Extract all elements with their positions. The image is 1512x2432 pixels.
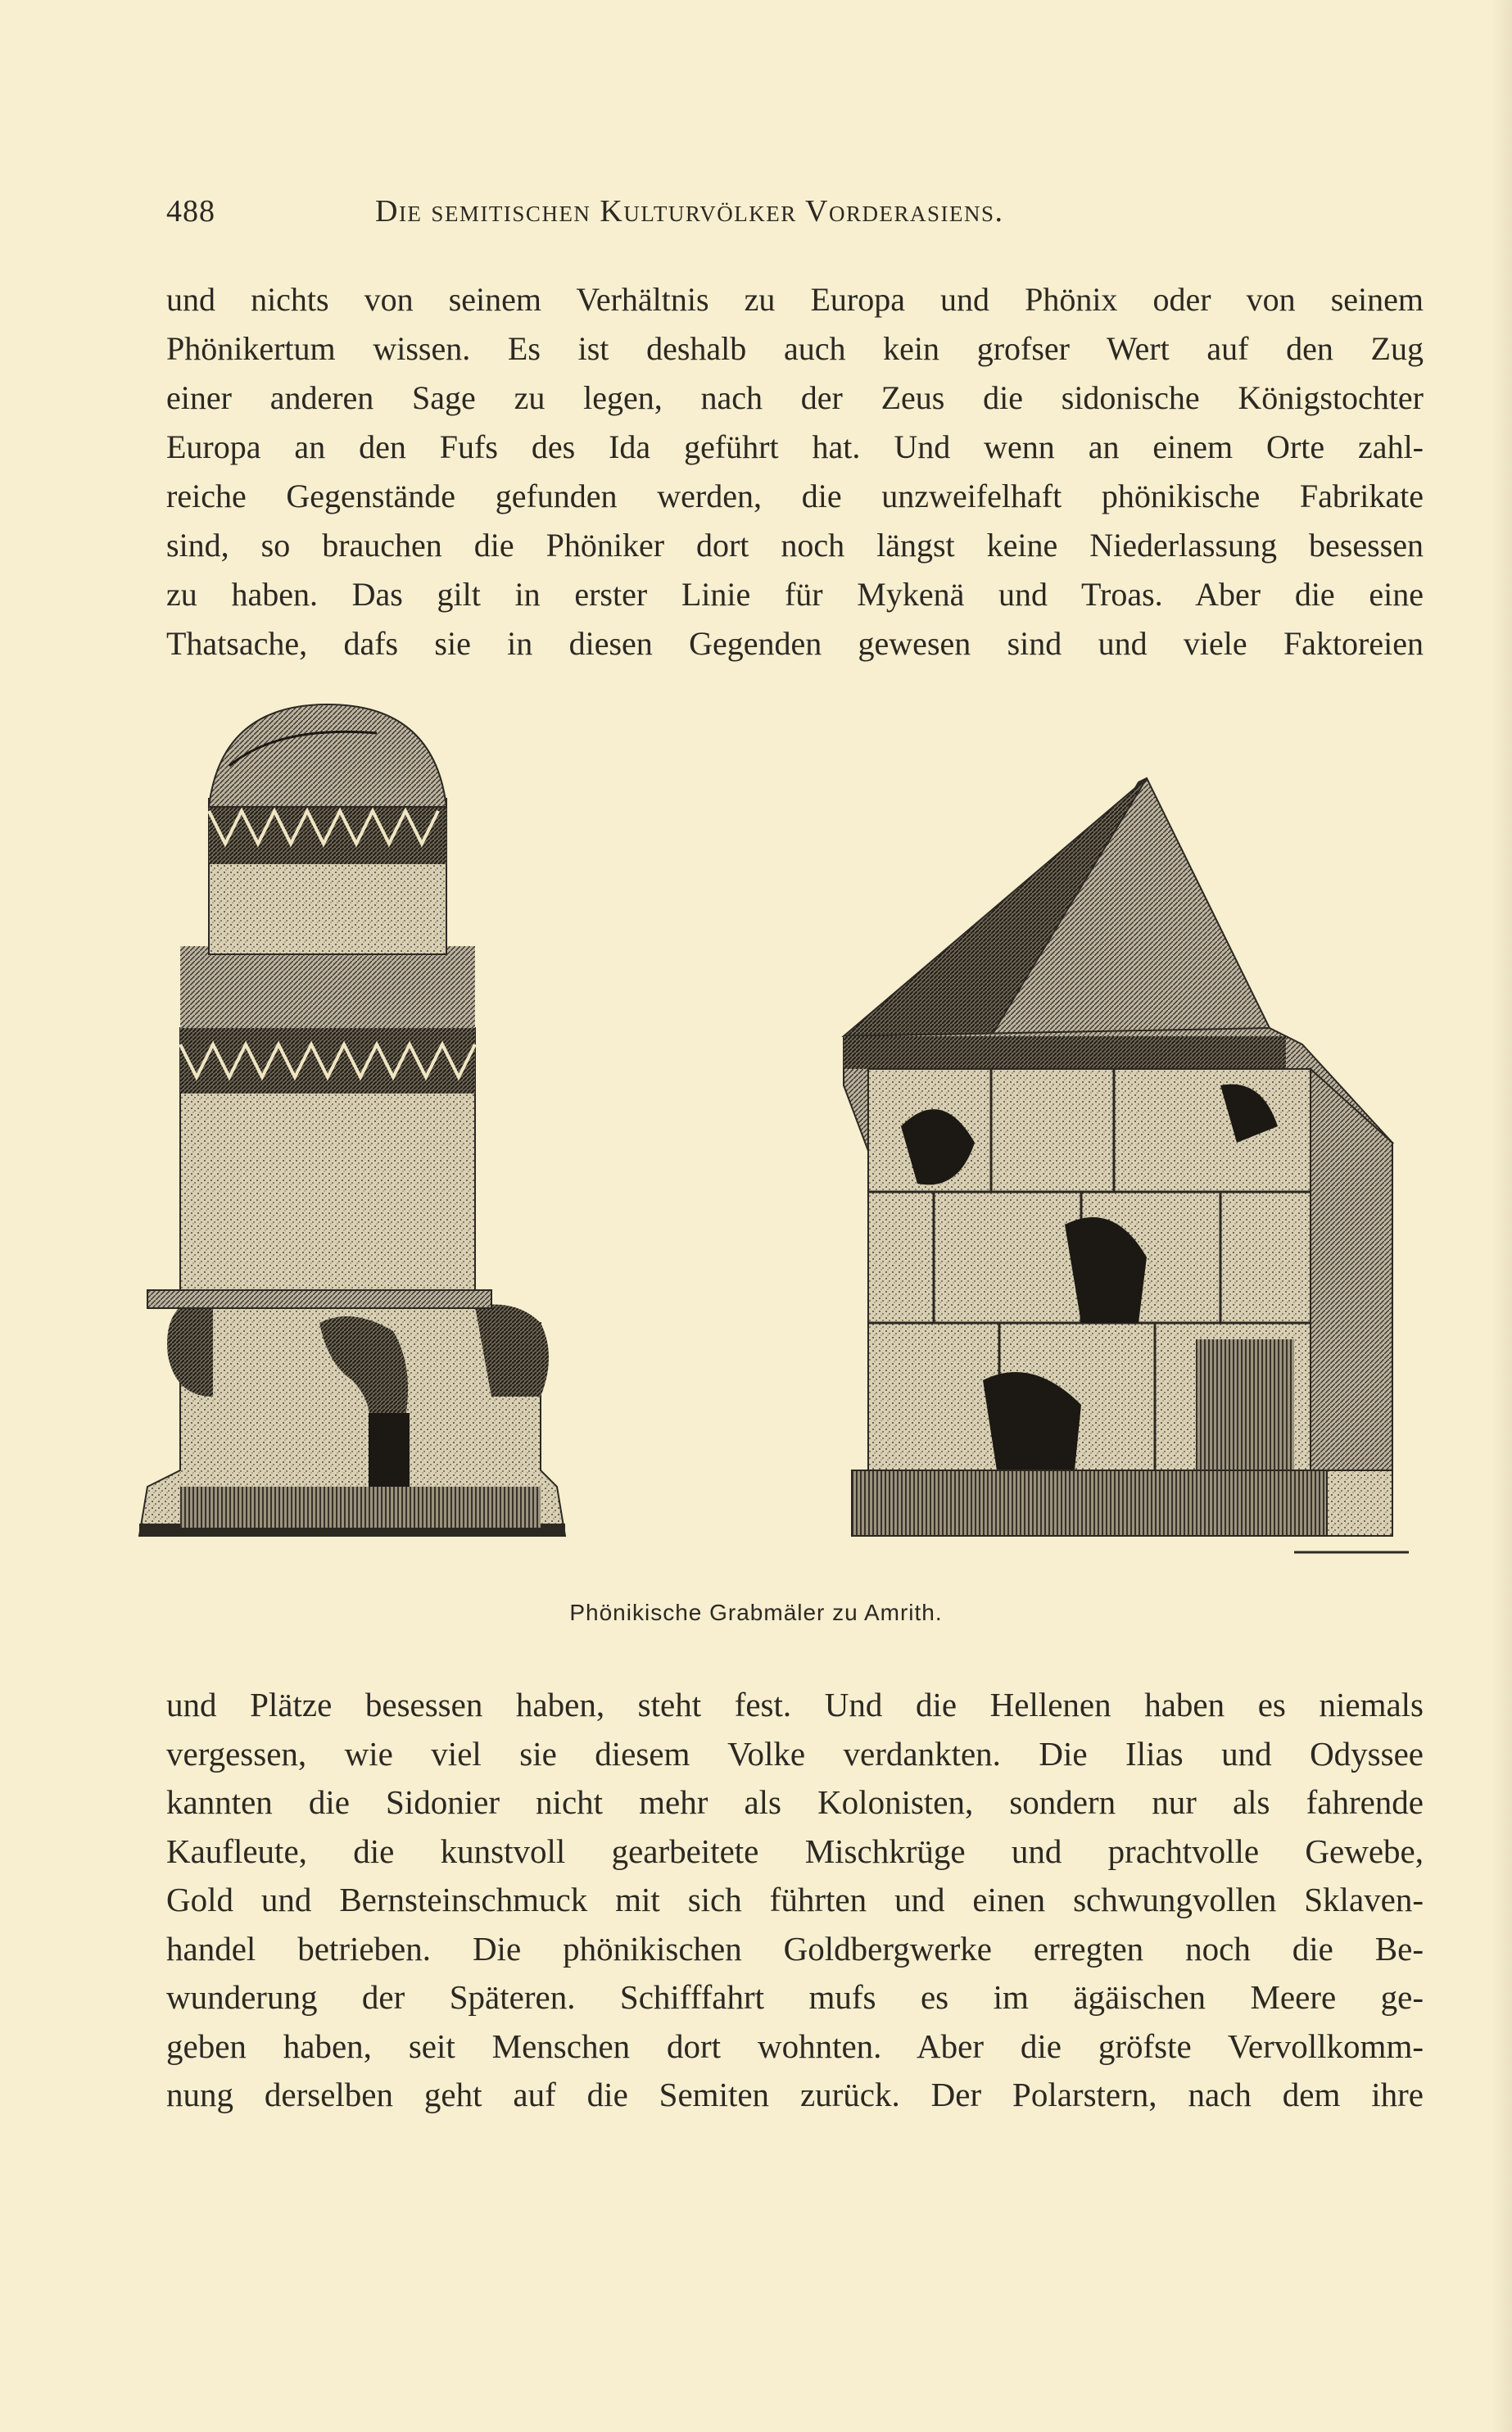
- text-line: und Plätze besessen haben, steht fest. Und die Hellenen haben es niemals: [166, 1686, 1424, 1723]
- text-line: sind, so brauchen die Phöniker dort noch längst keine Niederlassung besessen: [166, 527, 1424, 564]
- body-text-bottom: [166, 1681, 1424, 2120]
- text-line: vergessen, wie viel sie diesem Volke verdankten. Die Ilias und Odyssee: [166, 1734, 1424, 1773]
- page-edge-shadow: [1491, 0, 1512, 2432]
- text-line: geben haben, seit Menschen dort wohnten. Aber die gröfste Vervollkomm-: [166, 2027, 1424, 2065]
- figure-caption: Phönikische Grabmäler zu Amrith.: [569, 1600, 943, 1625]
- body-text-top: [166, 275, 1424, 668]
- text-line: handel betrieben. Die phönikischen Goldbergwerke erregten noch die Be-: [166, 1929, 1424, 1968]
- figure-tombs: [131, 700, 1433, 1569]
- pyramid-roof-tomb-illustration: [639, 700, 1409, 1552]
- running-title: Die semitischen Kulturvölker Vorderasiens.: [375, 194, 1004, 229]
- page-number: 488: [166, 194, 215, 229]
- page-header: [166, 193, 1223, 242]
- cylindrical-tomb-illustration: [139, 704, 565, 1537]
- text-line: einer anderen Sage zu legen, nach der Zeus die sidonische Königstochter: [166, 379, 1424, 416]
- text-line: Kaufleute, die kunstvoll gearbeitete Mischkrüge und prachtvolle Gewebe,: [166, 1832, 1424, 1870]
- text-line: Thatsache, dafs sie in diesen Gegenden gewesen sind und viele Faktoreien: [166, 625, 1424, 662]
- text-line: Gold und Bernsteinschmuck mit sich führten und einen schwungvollen Sklaven-: [166, 1881, 1424, 1918]
- text-line: Phönikertum wissen. Es ist deshalb auch kein grofser Wert auf den Zug: [166, 330, 1424, 367]
- text-line: kannten die Sidonier nicht mehr als Kolonisten, sondern nur als fahrende: [166, 1783, 1424, 1821]
- tombs-engraving: [131, 700, 1433, 1569]
- text-line: wunderung der Späteren. Schifffahrt mufs es im ägäischen Meere ge-: [166, 1978, 1424, 2016]
- text-line: reiche Gegenstände gefunden werden, die unzweifelhaft phönikische Fabrikate: [166, 478, 1424, 514]
- text-line: nung derselben geht auf die Semiten zurück. Der Polarstern, nach dem ihre: [166, 2076, 1424, 2113]
- text-line: und nichts von seinem Verhältnis zu Europa und Phönix oder von seinem: [166, 281, 1424, 318]
- text-line: Europa an den Fufs des Ida geführt hat. Und wenn an einem Orte zahl-: [166, 428, 1424, 465]
- text-line: zu haben. Das gilt in erster Linie für Mykenä und Troas. Aber die eine: [166, 576, 1424, 613]
